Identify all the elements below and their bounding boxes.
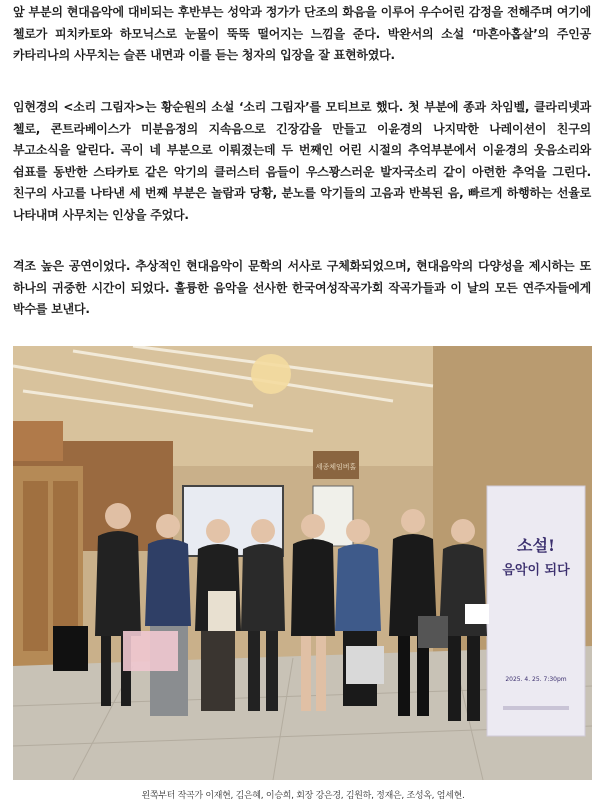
poster-title-1: 소설! <box>517 536 555 555</box>
paragraph-3: 격조 높은 공연이었다. 추상적인 현대음악이 문학의 서사로 구체화되었으며, 현대음악의 다양성을 제시하는 또 하나의 귀중한 시간이 되었다. 훌륭한 음악을 선사한 한국여성작곡가회 작곡가들과 이 날의 모든 연주자들에게 박수를 보낸다. <box>13 259 591 316</box>
poster-date: 2025. 4. 25. 7:30pm <box>505 676 567 683</box>
paragraph-1: 앞 부분의 현대음악에 대비되는 후반부는 성악과 정가가 단조의 화음을 이루어 우수어린 감정을 전해주며 여기에 첼로가 피치카토와 하모닉스로 눈물이 뚝뚝 떨어지는 느낌을 준다. 박완서의 소설 ‘마흔아홉살’의 주인공 카타리나의 사무치는 슬픈 내면과 이를 듣는 청자의 입장을 잘 표현하였다. <box>13 5 591 62</box>
hall-sign-left <box>13 421 63 461</box>
paragraph-2: 임현경의 <소리 그림자>는 황순원의 소설 ‘소리 그림자’를 모티브로 했다. 첫 부분에 종과 차임벨, 클라리넷과 첼로, 콘트라베이스가 미분음정의 지속음으로 긴장감을 만들고 이윤경의 나지막한 나레이션이 친구의 부고소식을 알린다. 곡이 네 부분으로 이뤄졌는데 두 번째인 어린 시절의 추억부분에서 이윤경의 웃음소리와 쉼표를 동반한 스타카토 같은 악기의 클러스터 음들이 우스꽝스러운 발자국소리 같이 아련한 추억을 그린다. 친구의 사고를 나타낸 세 번째 부분은 놀람과 당황, 분노를 악기들의 고음과 반복된 음, 빠르게 하행하는 선율로 나타내며 사무치는 인상을 주었다. <box>13 100 591 222</box>
group-photo-illustration <box>13 346 592 780</box>
hall-sign-text: 세종체임버홀 <box>315 463 357 471</box>
poster-title-2: 음악이 되다 <box>502 563 570 578</box>
chandelier <box>251 354 291 394</box>
event-poster <box>487 486 585 736</box>
group-photo <box>13 346 592 780</box>
photo-caption: 왼쪽부터 작곡가 이재현, 김은혜, 이승희, 회장 강은경, 김원하, 정재은, 조성옥, 엄세현. <box>141 791 465 801</box>
